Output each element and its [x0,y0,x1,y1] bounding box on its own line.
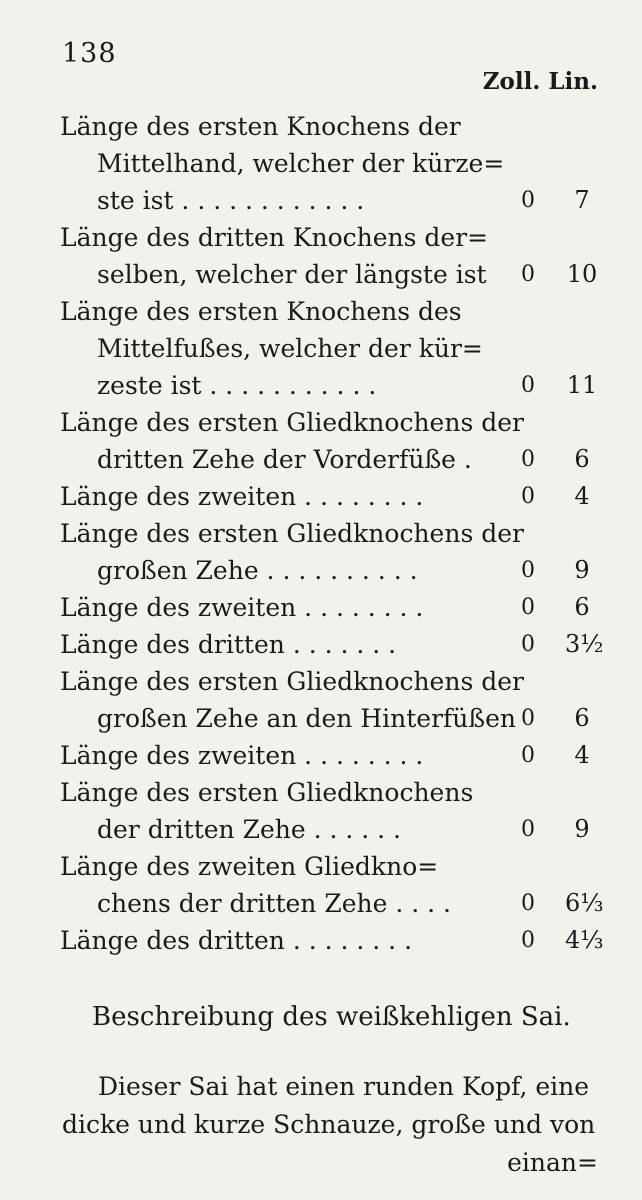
entry-line [60,922,604,959]
entry-text: Länge des ersten Gliedknochens der [60,408,524,437]
zoll-value: 0 [521,817,535,842]
entry-text: Länge des zweiten Gliedkno= [60,852,439,881]
column-header-units: Zoll. Lin. [482,68,598,95]
measurement-entry [60,108,600,219]
paragraph-line: dicke und kurze Schnauze, große und von [62,1110,596,1139]
entry-text: zeste ist . . . . . . . . . . . [97,371,377,400]
measurement-table [60,108,604,959]
linien-value: 11 [566,371,598,399]
entry-line [60,108,600,145]
linien-value: 4 [574,741,590,769]
measurement-entry [60,774,600,848]
measurement-entry [60,219,600,293]
entry-line [60,737,600,774]
measurement-entry [60,293,600,404]
zoll-value: 0 [521,928,535,953]
linien-value: 6⅓ [565,889,604,917]
measurement-entry [60,922,604,959]
entry-text: großen Zehe an den Hinterfüßen [97,704,516,733]
linien-value: 6 [574,704,590,732]
page-number: 138 [62,38,117,69]
entry-line [60,182,600,219]
entry-line [60,441,600,478]
entry-text: Länge des ersten Gliedknochens [60,778,474,807]
linien-value: 9 [574,556,590,584]
paragraph-line: einan= [507,1148,598,1177]
zoll-value: 0 [521,262,535,287]
entry-text: selben, welcher der längste ist [97,260,487,289]
entry-line [60,219,600,256]
entry-text: Länge des ersten Knochens des [60,297,462,326]
entry-line [60,700,600,737]
linien-value: 10 [566,260,598,288]
entry-text: Länge des zweiten . . . . . . . . [60,482,424,511]
entry-text: Länge des ersten Gliedknochens der [60,519,524,548]
zoll-value: 0 [521,743,535,768]
zoll-value: 0 [521,706,535,731]
entry-text: Mittelfußes, welcher der kür= [97,334,483,363]
entry-line [60,589,600,626]
zoll-value: 0 [521,484,535,509]
measurement-entry [60,589,600,626]
body-paragraph [62,1068,598,1182]
entry-text: Länge des zweiten . . . . . . . . [60,741,424,770]
zoll-value: 0 [521,891,535,916]
entry-line [60,478,600,515]
entry-line [60,663,600,700]
measurement-entry [60,848,604,922]
linien-value: 6 [574,593,590,621]
entry-line [60,145,600,182]
zoll-value: 0 [521,188,535,213]
entry-text: dritten Zehe der Vorderfüße . [97,445,472,474]
entry-line [60,404,600,441]
section-heading: Beschreibung des weißkehligen Sai. [92,1002,571,1032]
paragraph-line: Dieser Sai hat einen runden Kopf, eine [98,1072,590,1101]
entry-line [60,515,600,552]
linien-value: 3½ [565,630,604,658]
zoll-value: 0 [521,373,535,398]
measurement-entry [60,515,600,589]
linien-value: 4⅓ [565,926,604,954]
measurement-entry [60,404,600,478]
entry-line [60,293,600,330]
entry-text: der dritten Zehe . . . . . . [97,815,402,844]
entry-line [60,811,600,848]
zoll-value: 0 [521,595,535,620]
measurement-entry [60,626,604,663]
measurement-entry [60,663,600,737]
measurement-entry [60,478,600,515]
entry-line [60,626,604,663]
linien-value: 4 [574,482,590,510]
zoll-value: 0 [521,447,535,472]
entry-text: Länge des dritten . . . . . . . [60,630,397,659]
entry-line [60,885,604,922]
entry-line [60,330,600,367]
entry-line [60,774,600,811]
entry-line [60,367,600,404]
measurement-entry [60,737,600,774]
entry-text: Länge des zweiten . . . . . . . . [60,593,424,622]
entry-line [60,256,600,293]
entry-text: ste ist . . . . . . . . . . . . [97,186,365,215]
entry-text: Mittelhand, welcher der kürze= [97,149,505,178]
zoll-value: 0 [521,632,535,657]
entry-text: Länge des ersten Gliedknochens der [60,667,524,696]
linien-value: 9 [574,815,590,843]
entry-text: Länge des dritten . . . . . . . . [60,926,413,955]
zoll-value: 0 [521,558,535,583]
entry-text: großen Zehe . . . . . . . . . . [97,556,418,585]
linien-value: 6 [574,445,590,473]
entry-line [60,552,600,589]
entry-text: chens der dritten Zehe . . . . [97,889,451,918]
entry-text: Länge des dritten Knochens der= [60,223,489,252]
entry-line [60,848,600,885]
linien-value: 7 [574,186,590,214]
entry-text: Länge des ersten Knochens der [60,112,461,141]
